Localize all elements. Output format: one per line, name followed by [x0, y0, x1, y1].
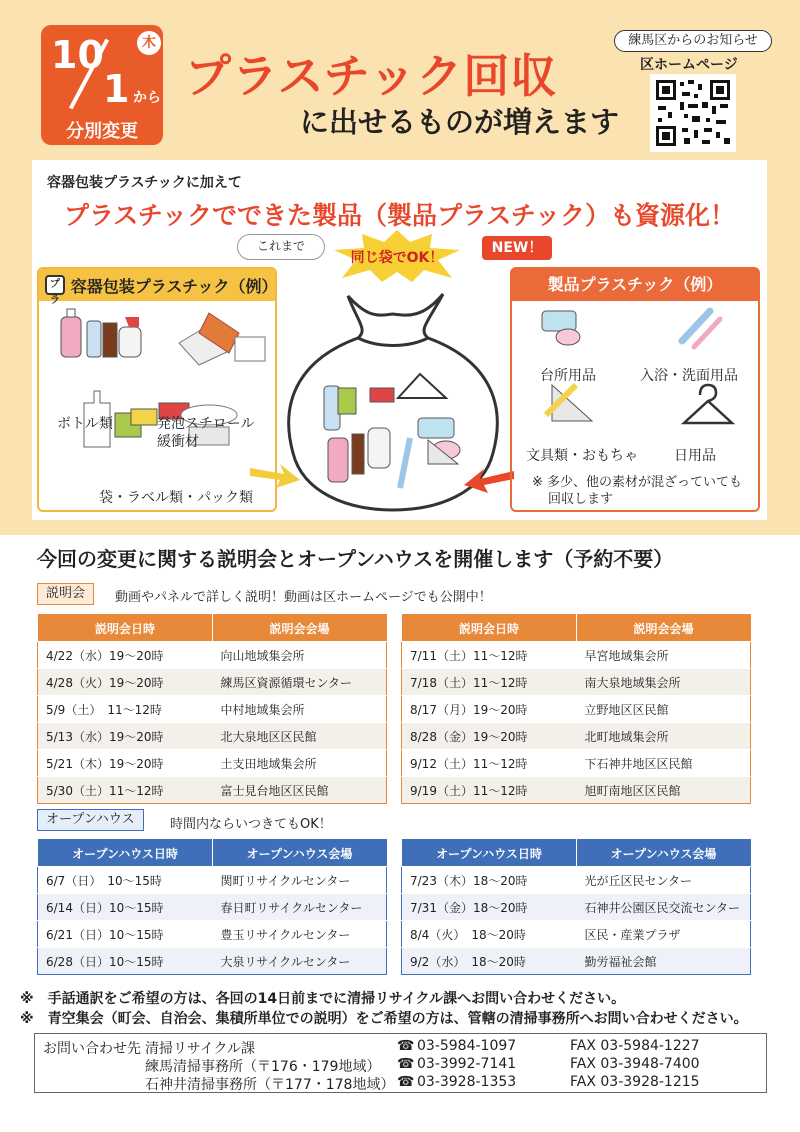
contact-office: 清掃リサイクル課 [145, 1041, 256, 1057]
session-place: 土支田地域集会所 [213, 750, 387, 777]
col-open-place: オープンハウス会場 [213, 840, 387, 867]
table-row [38, 642, 387, 669]
table-row [402, 921, 751, 948]
note-sign-language: ※ 手話通訳をご希望の方は、各回の14日前までに清掃リサイクル課へお問い合わせください。 [20, 991, 626, 1007]
panel-lead: 容器包装プラスチックに加えて [47, 175, 242, 191]
container-plastic-box [37, 267, 277, 512]
table-row [38, 723, 387, 750]
contact-phone: 03-3992-7141 [417, 1056, 517, 1072]
sessions-table-left [37, 614, 387, 804]
product-note-1: ※ 多少、他の素材が混ざっていても [532, 475, 743, 490]
session-date: 8/28（金）19～20時 [402, 723, 577, 750]
session-date: 4/28（火）19～20時 [38, 669, 213, 696]
session-place: 北大泉地区区民館 [213, 723, 387, 750]
session-date: 4/22（水）19～20時 [38, 642, 213, 669]
date-badge [41, 25, 163, 145]
item-stationery: 文具類・おもちゃ [526, 448, 638, 464]
session-place: 中村地域集会所 [213, 696, 387, 723]
table-row [402, 867, 751, 894]
container-plastic-header [39, 269, 278, 306]
open-house-place: 石神井公園区民交流センター [577, 894, 751, 921]
session-place: 旭町南地区区民館 [577, 777, 751, 804]
sessions-table-right [401, 614, 751, 804]
recycle-mark-icon: プラ [45, 275, 65, 295]
open-house-table-right [401, 839, 751, 975]
item-bottles: ボトル類 [57, 416, 113, 432]
item-cushion: 緩衝材 [157, 434, 199, 450]
col-session-date: 説明会日時 [402, 615, 577, 642]
open-house-date: 9/2（水） 18～20時 [402, 948, 577, 975]
contact-fax: FAX 03-5984-1227 [570, 1038, 700, 1054]
table-row [402, 723, 751, 750]
open-house-place: 光が丘区民センター [577, 867, 751, 894]
container-plastic-title: 容器包装プラスチック（例） [70, 276, 278, 296]
arrow-left-icon [464, 465, 514, 495]
table-row [38, 867, 387, 894]
table-row [402, 642, 751, 669]
container-plastic-illustration [39, 303, 275, 509]
table-row [402, 696, 751, 723]
sessions-headline: 今回の変更に関する説明会とオープンハウスを開催します（予約不要） [37, 547, 674, 571]
open-house-date: 7/23（木）18～20時 [402, 867, 577, 894]
contact-phone: 03-3928-1353 [417, 1074, 517, 1090]
sessions-note: 動画やパネルで詳しく説明！動画は区ホームページでも公開中！ [115, 590, 492, 605]
session-date: 5/30（土）11～12時 [38, 777, 213, 804]
badge-day: 1 [103, 67, 130, 111]
contact-phone: 03-5984-1097 [417, 1038, 517, 1054]
col-open-date: オープンハウス日時 [38, 840, 213, 867]
open-house-place: 勤労福祉会館 [577, 948, 751, 975]
open-house-place: 関町リサイクルセンター [213, 867, 387, 894]
qr-code-icon[interactable] [650, 74, 736, 152]
item-daily: 日用品 [674, 448, 716, 464]
table-row [38, 948, 387, 975]
open-house-date: 6/28（日）10～15時 [38, 948, 213, 975]
open-house-date: 6/7（日） 10～15時 [38, 867, 213, 894]
session-date: 5/21（木）19～20時 [38, 750, 213, 777]
contact-fax: FAX 03-3948-7400 [570, 1056, 700, 1072]
item-styrofoam: 発泡スチロール [157, 416, 255, 432]
open-house-date: 7/31（金）18～20時 [402, 894, 577, 921]
session-place: 練馬区資源循環センター [213, 669, 387, 696]
table-row [38, 777, 387, 804]
table-row [402, 750, 751, 777]
open-house-date: 6/14（日）10～15時 [38, 894, 213, 921]
page-title: プラスチック回収 [185, 49, 558, 103]
session-place: 早宮地域集会所 [577, 642, 751, 669]
panel-headline: プラスチックでできた製品（製品プラスチック）も資源化！ [63, 201, 735, 230]
note-outdoor-meeting: ※ 青空集会（町会、自治会、集積所単位での説明）をご希望の方は、管轄の清掃事務所へお問い合わせください。 [20, 1011, 748, 1027]
table-row [402, 948, 751, 975]
item-bath: 入浴・洗面用品 [640, 368, 738, 384]
col-open-date: オープンハウス日時 [402, 840, 577, 867]
page-subtitle: に出せるものが増えます [300, 105, 620, 139]
product-plastic-title: 製品プラスチック（例） [512, 269, 758, 301]
col-session-place: 説明会会場 [577, 615, 751, 642]
item-bags-labels: 袋・ラベル類・パック類 [99, 490, 253, 506]
session-place: 北町地域集会所 [577, 723, 751, 750]
contact-box [34, 1033, 767, 1093]
col-session-place: 説明会会場 [213, 615, 387, 642]
product-note-2: 回収します [548, 492, 614, 507]
new-badge: NEW！ [482, 236, 552, 260]
session-date: 5/9（土） 11～12時 [38, 696, 213, 723]
open-house-place: 豊玉リサイクルセンター [213, 921, 387, 948]
session-date: 9/19（土）11～12時 [402, 777, 577, 804]
top-banner [0, 0, 800, 535]
table-row [38, 669, 387, 696]
phone-icon: ☎ [397, 1038, 415, 1054]
session-place: 南大泉地域集会所 [577, 669, 751, 696]
info-panel [32, 160, 767, 520]
session-date: 9/12（土）11～12時 [402, 750, 577, 777]
session-place: 向山地域集会所 [213, 642, 387, 669]
item-kitchen: 台所用品 [540, 368, 596, 384]
open-house-place: 春日町リサイクルセンター [213, 894, 387, 921]
sessions-tag: 説明会 [37, 583, 94, 605]
col-open-place: オープンハウス会場 [577, 840, 751, 867]
session-place: 下石神井地区区民館 [577, 750, 751, 777]
badge-from: から [133, 90, 161, 106]
table-row [402, 669, 751, 696]
col-session-date: 説明会日時 [38, 615, 213, 642]
session-place: 富士見台地区区民館 [213, 777, 387, 804]
phone-icon: ☎ [397, 1056, 415, 1072]
contact-fax: FAX 03-3928-1215 [570, 1074, 700, 1090]
session-place: 立野地区区民館 [577, 696, 751, 723]
contact-office: 練馬清掃事務所（〒176・179地域） [145, 1059, 381, 1075]
badge-month: 10 [51, 33, 104, 77]
badge-change: 分別変更 [66, 121, 138, 142]
table-row [402, 777, 751, 804]
notice-pill: 練馬区からのお知らせ [614, 30, 772, 52]
open-house-date: 6/21（日）10～15時 [38, 921, 213, 948]
open-house-tag: オープンハウス [37, 809, 144, 831]
open-house-place: 区民・産業プラザ [577, 921, 751, 948]
session-date: 5/13（水）19～20時 [38, 723, 213, 750]
session-date: 7/18（土）11～12時 [402, 669, 577, 696]
same-bag-burst [332, 230, 462, 282]
session-date: 8/17（月）19～20時 [402, 696, 577, 723]
notes [20, 989, 748, 1029]
session-date: 7/11（土）11～12時 [402, 642, 577, 669]
table-row [38, 921, 387, 948]
same-bag-label: 同じ袋でOK！ [350, 250, 444, 266]
open-house-place: 大泉リサイクルセンター [213, 948, 387, 975]
phone-icon: ☎ [397, 1074, 415, 1090]
until-now-bubble: これまで [237, 234, 325, 260]
open-house-note: 時間内ならいつきてもOK！ [170, 817, 332, 832]
product-plastic-box [510, 267, 760, 512]
table-row [38, 750, 387, 777]
homepage-label: 区ホームページ [640, 57, 738, 73]
arrow-right-icon [250, 460, 300, 490]
table-row [402, 894, 751, 921]
contact-label: お問い合わせ先 [43, 1041, 141, 1057]
table-row [38, 696, 387, 723]
badge-weekday: 木 [137, 31, 161, 55]
open-house-date: 8/4（火） 18～20時 [402, 921, 577, 948]
contact-office: 石神井清掃事務所（〒177・178地域） [145, 1077, 395, 1093]
open-house-table-left [37, 839, 387, 975]
table-row [38, 894, 387, 921]
